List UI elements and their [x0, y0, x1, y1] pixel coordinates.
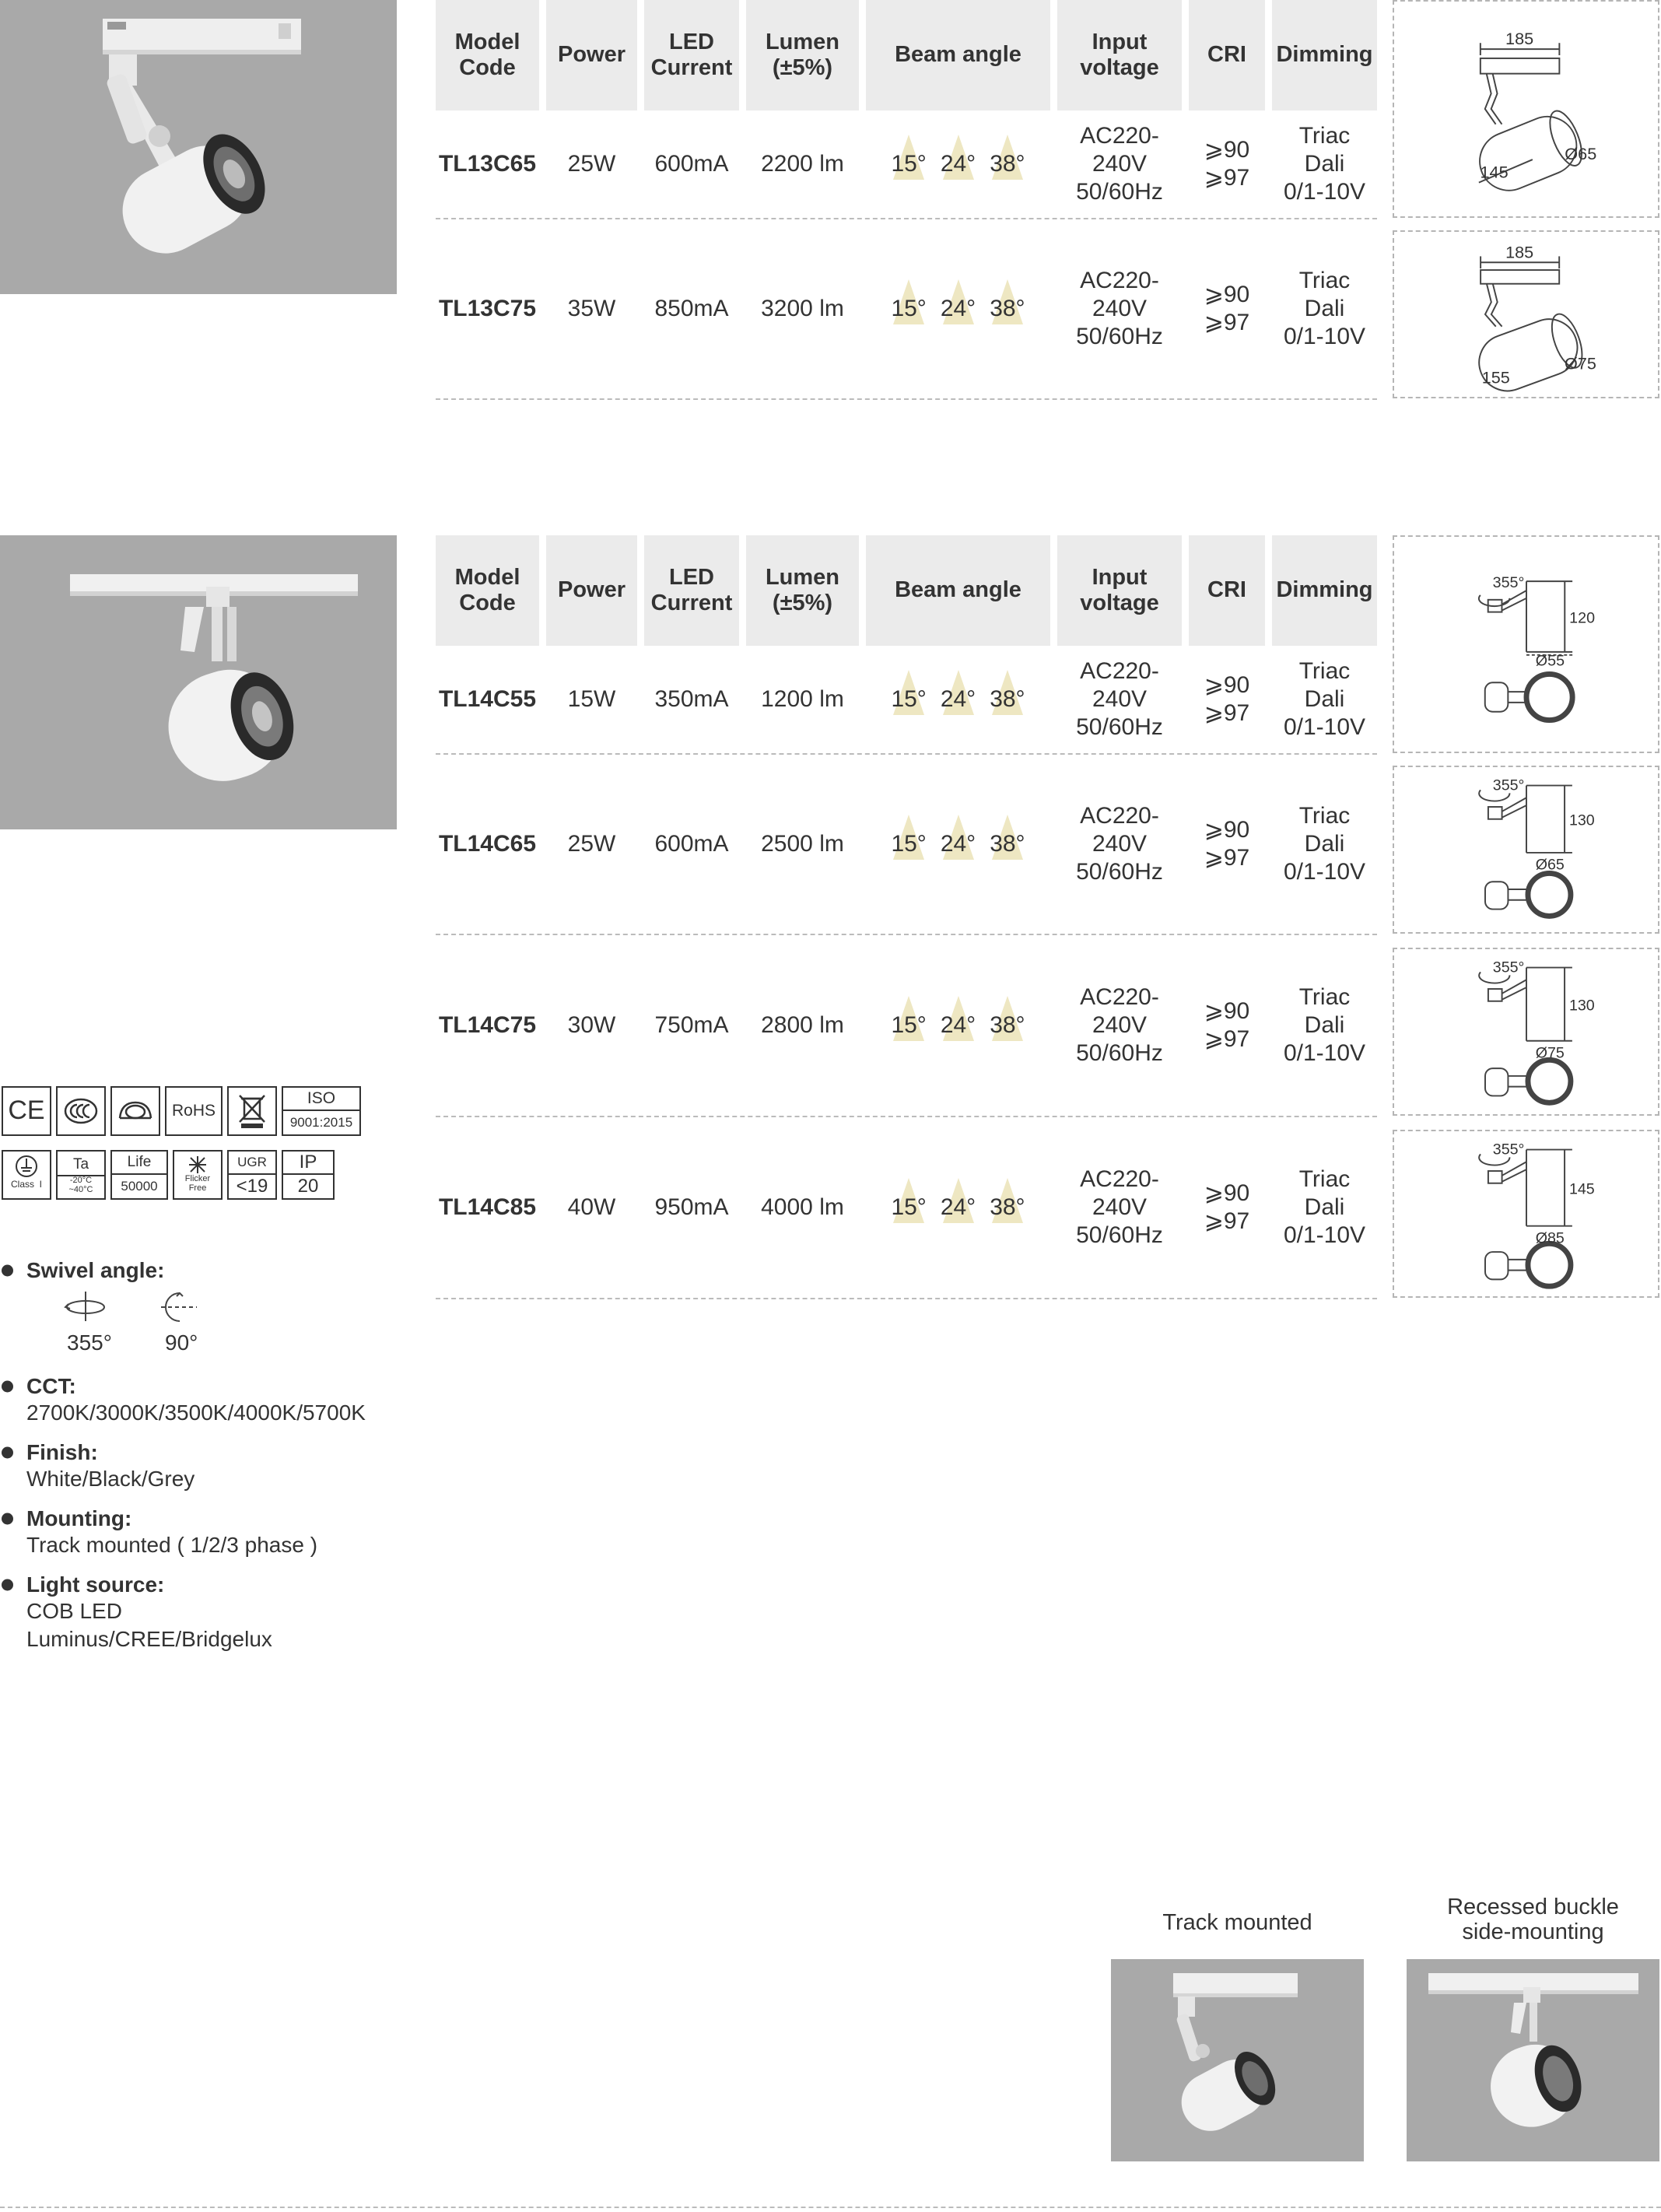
- cri-97: ⩾97: [1204, 310, 1250, 335]
- dimming-triac: Triac: [1298, 123, 1351, 149]
- header-beam: Beam angle: [866, 535, 1050, 646]
- dimming-value: [1272, 935, 1377, 1116]
- beam-angle-38: 38°: [990, 151, 1025, 177]
- cri-97: ⩾97: [1204, 1026, 1250, 1052]
- rotation-label: 355°: [1492, 776, 1525, 794]
- current-value: 750mA: [654, 1012, 729, 1038]
- rotation-label: 355°: [1492, 959, 1525, 976]
- dimming-triac: Triac: [1298, 268, 1351, 293]
- beam-angles: [866, 1117, 1050, 1298]
- cri-97: ⩾97: [1204, 165, 1250, 191]
- dimming-value: [1272, 1117, 1377, 1298]
- power-value: 30W: [567, 1012, 616, 1038]
- lumen-value: 4000 lm: [761, 1194, 844, 1220]
- spec-table-1: [436, 0, 1377, 405]
- swivel-horizontal-value: 355°: [67, 1330, 112, 1355]
- dimming-010v: 0/1-10V: [1283, 179, 1366, 205]
- voltage-range: AC220-240V: [1080, 1166, 1159, 1220]
- cri-90: ⩾90: [1204, 137, 1250, 163]
- row-divider: [436, 398, 1377, 400]
- model-code: TL14C55: [438, 686, 537, 712]
- dim-height-label: 130: [1568, 997, 1595, 1015]
- dimension-drawing-tl14c65: [1393, 766, 1659, 934]
- power-value: 35W: [567, 296, 616, 321]
- voltage-range: AC220-240V: [1080, 658, 1159, 712]
- current-value: 850mA: [654, 296, 729, 321]
- iso-certificate-badge: ISO 9001:2015: [282, 1086, 361, 1136]
- beam-angles: [866, 646, 1050, 753]
- feature-mounting-title: Mounting:: [0, 1506, 317, 1531]
- dim-diameter-label: Ø65: [1565, 144, 1597, 164]
- dimming-010v: 0/1-10V: [1283, 1222, 1366, 1248]
- class-label: Class: [10, 1179, 34, 1190]
- caption-recessed-line-2: side-mounting: [1462, 1919, 1604, 1944]
- feature-cct: [0, 1374, 366, 1427]
- photo-recessed-buckle: [1407, 1959, 1659, 2161]
- dimming-triac: Triac: [1298, 658, 1351, 684]
- voltage-range: AC220-240V: [1080, 123, 1159, 177]
- voltage-frequency: 50/60Hz: [1076, 714, 1163, 740]
- feature-light-source: [0, 1572, 272, 1653]
- power-value: 40W: [567, 1194, 616, 1220]
- header-current: LED Current: [644, 0, 739, 110]
- rohs-mark-icon: RoHS: [165, 1086, 223, 1136]
- power-value: 25W: [567, 151, 616, 177]
- ccc-mark-icon: [56, 1086, 106, 1136]
- ugr-badge: UGR <19: [227, 1150, 277, 1200]
- product-photo-tl14: [0, 535, 397, 829]
- header-current: LED Current: [644, 535, 739, 646]
- dimming-value: [1272, 755, 1377, 934]
- power-value: 25W: [567, 831, 616, 857]
- header-cri: CRI: [1189, 535, 1265, 646]
- header-lumen: [746, 535, 859, 646]
- dim-height-label: 130: [1568, 812, 1595, 829]
- flicker-free-icon: Flicker Free: [173, 1150, 223, 1200]
- feature-cct-title: CCT:: [0, 1374, 366, 1399]
- beam-angles: [866, 110, 1050, 218]
- header-model: Model Code: [436, 0, 539, 110]
- dim-diameter-label: Ø65: [1535, 856, 1565, 874]
- header-lumen-label: Lumen: [765, 29, 840, 54]
- dimming-dali: Dali: [1304, 151, 1345, 177]
- power-value: 15W: [567, 686, 616, 712]
- voltage-value: [1057, 1117, 1182, 1298]
- cri-90: ⩾90: [1204, 1180, 1250, 1206]
- beam-angle-15: 15°: [891, 686, 927, 712]
- spec-table-2: [436, 535, 1377, 1298]
- product-photo-tl13: [0, 0, 397, 294]
- cri-97: ⩾97: [1204, 700, 1250, 726]
- beam-angle-38: 38°: [990, 686, 1025, 712]
- feature-mounting-value: Track mounted ( 1/2/3 phase ): [26, 1533, 318, 1557]
- feature-swivel-title: Swivel angle:: [0, 1258, 164, 1283]
- lumen-value: 2200 lm: [761, 151, 844, 177]
- feature-cct-value: 2700K/3000K/3500K/4000K/5700K: [26, 1400, 366, 1425]
- cri-90: ⩾90: [1204, 998, 1250, 1024]
- dimension-drawing-tl14c55: [1393, 535, 1659, 753]
- beam-angle-15: 15°: [891, 296, 927, 321]
- cri-value: [1189, 646, 1265, 753]
- dimming-triac: Triac: [1298, 984, 1351, 1010]
- feature-swivel: [0, 1258, 164, 1283]
- dimming-triac: Triac: [1298, 1166, 1351, 1192]
- dimming-010v: 0/1-10V: [1283, 324, 1366, 349]
- ip-rating-badge: IP 20: [282, 1150, 335, 1200]
- dim-width-label: 185: [1505, 29, 1534, 49]
- beam-angle-24: 24°: [940, 831, 976, 857]
- cri-value: [1189, 1117, 1265, 1298]
- dimming-dali: Dali: [1304, 1012, 1345, 1038]
- lumen-value: 1200 lm: [761, 686, 844, 712]
- beam-angle-15: 15°: [891, 1194, 927, 1220]
- swivel-vertical-icon: [159, 1290, 198, 1324]
- row-divider: [436, 1298, 1377, 1299]
- dim-height-label: 145: [1568, 1180, 1595, 1198]
- beam-angle-38: 38°: [990, 1012, 1025, 1038]
- beam-angle-15: 15°: [891, 831, 927, 857]
- feature-finish: [0, 1440, 194, 1493]
- photo-track-mounted: [1111, 1959, 1364, 2161]
- dimension-drawing-tl13c75: [1393, 230, 1659, 398]
- dim-diameter-label: Ø75: [1565, 353, 1596, 373]
- dimming-value: [1272, 646, 1377, 753]
- header-dimming: Dimming: [1272, 0, 1377, 110]
- header-dimming: Dimming: [1272, 535, 1377, 646]
- protection-class-icon: [2, 1150, 51, 1200]
- voltage-range: AC220-240V: [1080, 984, 1159, 1038]
- beam-angle-15: 15°: [891, 151, 927, 177]
- dim-length-label: 155: [1481, 367, 1510, 387]
- beam-angle-38: 38°: [990, 831, 1025, 857]
- header-lumen-label: Lumen: [765, 564, 840, 590]
- header-voltage: Input voltage: [1057, 0, 1182, 110]
- lifetime-badge: Life 50000: [110, 1150, 168, 1200]
- feature-light-source-value-1: COB LED: [26, 1599, 122, 1623]
- dimming-dali: Dali: [1304, 831, 1345, 857]
- dimension-drawing-tl14c85: [1393, 1130, 1659, 1298]
- beam-angle-15: 15°: [891, 1012, 927, 1038]
- voltage-frequency: 50/60Hz: [1076, 1040, 1163, 1066]
- dimming-010v: 0/1-10V: [1283, 859, 1366, 885]
- lumen-value: 2800 lm: [761, 1012, 844, 1038]
- feature-light-source-value-2: Luminus/CREE/Bridgelux: [26, 1627, 272, 1651]
- cri-90: ⩾90: [1204, 282, 1250, 307]
- swivel-horizontal-icon: [62, 1290, 109, 1321]
- class-value: I: [39, 1179, 43, 1190]
- voltage-value: [1057, 755, 1182, 934]
- lumen-value: 3200 lm: [761, 296, 844, 321]
- dimming-triac: Triac: [1298, 803, 1351, 829]
- dim-diameter-label: Ø85: [1535, 1229, 1565, 1247]
- ce-mark-icon: CE: [2, 1086, 51, 1136]
- header-cri: CRI: [1189, 0, 1265, 110]
- beam-angles: [866, 935, 1050, 1116]
- cri-value: [1189, 755, 1265, 934]
- dim-diameter-label: Ø75: [1535, 1044, 1565, 1062]
- header-voltage: Input voltage: [1057, 535, 1182, 646]
- rotation-label: 355°: [1492, 574, 1525, 592]
- ambient-temperature-badge: Ta -20°C ~40°C: [56, 1150, 106, 1200]
- current-value: 350mA: [654, 686, 729, 712]
- dimension-drawing-tl13c65: [1393, 0, 1659, 218]
- dim-height-label: 120: [1569, 609, 1596, 627]
- lumen-value: 2500 lm: [761, 831, 844, 857]
- model-code: TL13C65: [438, 151, 537, 177]
- voltage-frequency: 50/60Hz: [1076, 324, 1163, 349]
- cri-value: [1189, 110, 1265, 218]
- dimming-010v: 0/1-10V: [1283, 1040, 1366, 1066]
- beam-angle-24: 24°: [940, 1194, 976, 1220]
- voltage-frequency: 50/60Hz: [1076, 859, 1163, 885]
- dimming-value: [1272, 219, 1377, 398]
- model-code: TL14C85: [438, 1194, 537, 1220]
- dimension-drawing-tl14c75: [1393, 948, 1659, 1116]
- beam-angle-24: 24°: [940, 1012, 976, 1038]
- header-model: Model Code: [436, 535, 539, 646]
- beam-angle-38: 38°: [990, 1194, 1025, 1220]
- rotation-label: 355°: [1492, 1141, 1525, 1159]
- voltage-value: [1057, 935, 1182, 1116]
- cri-90: ⩾90: [1204, 672, 1250, 698]
- current-value: 600mA: [654, 831, 729, 857]
- current-value: 950mA: [654, 1194, 729, 1220]
- header-lumen: [746, 0, 859, 110]
- cri-97: ⩾97: [1204, 1208, 1250, 1234]
- dimming-dali: Dali: [1304, 1194, 1345, 1220]
- voltage-frequency: 50/60Hz: [1076, 179, 1163, 205]
- header-lumen-tolerance: (±5%): [772, 591, 833, 615]
- voltage-value: [1057, 219, 1182, 398]
- header-power: Power: [546, 535, 637, 646]
- dimming-010v: 0/1-10V: [1283, 714, 1366, 740]
- beam-angles: [866, 219, 1050, 398]
- caption-track-mounted: Track mounted: [1162, 1910, 1312, 1935]
- cri-90: ⩾90: [1204, 817, 1250, 843]
- voltage-range: AC220-240V: [1080, 803, 1159, 857]
- beam-angle-38: 38°: [990, 296, 1025, 321]
- header-lumen-tolerance: (±5%): [772, 55, 833, 80]
- beam-angle-24: 24°: [940, 151, 976, 177]
- cri-97: ⩾97: [1204, 845, 1250, 871]
- beam-angle-24: 24°: [940, 686, 976, 712]
- header-power: Power: [546, 0, 637, 110]
- voltage-value: [1057, 110, 1182, 218]
- header-beam: Beam angle: [866, 0, 1050, 110]
- saa-mark-icon: [110, 1086, 160, 1136]
- voltage-range: AC220-240V: [1080, 268, 1159, 321]
- caption-recessed-line-1: Recessed buckle: [1447, 1895, 1619, 1919]
- model-code: TL14C65: [438, 831, 537, 857]
- voltage-frequency: 50/60Hz: [1076, 1222, 1163, 1248]
- beam-angle-24: 24°: [940, 296, 976, 321]
- model-code: TL14C75: [438, 1012, 537, 1038]
- dimming-dali: Dali: [1304, 296, 1345, 321]
- feature-finish-title: Finish:: [0, 1440, 194, 1465]
- swivel-vertical-value: 90°: [165, 1330, 198, 1355]
- dim-length-label: 145: [1480, 162, 1509, 182]
- feature-light-source-title: Light source:: [0, 1572, 272, 1597]
- cri-value: [1189, 219, 1265, 398]
- feature-mounting: [0, 1506, 317, 1559]
- dim-diameter-label: Ø55: [1535, 652, 1565, 670]
- voltage-value: [1057, 646, 1182, 753]
- model-code: TL13C75: [438, 296, 537, 321]
- dimming-dali: Dali: [1304, 686, 1345, 712]
- dimming-value: [1272, 110, 1377, 218]
- feature-finish-value: White/Black/Grey: [26, 1467, 195, 1491]
- cri-value: [1189, 935, 1265, 1116]
- page-bottom-divider: [0, 2207, 1661, 2208]
- weee-bin-icon: [227, 1086, 277, 1136]
- caption-recessed-buckle: [1407, 1895, 1659, 1944]
- dim-width-label: 185: [1505, 242, 1534, 262]
- current-value: 600mA: [654, 151, 729, 177]
- beam-angles: [866, 755, 1050, 934]
